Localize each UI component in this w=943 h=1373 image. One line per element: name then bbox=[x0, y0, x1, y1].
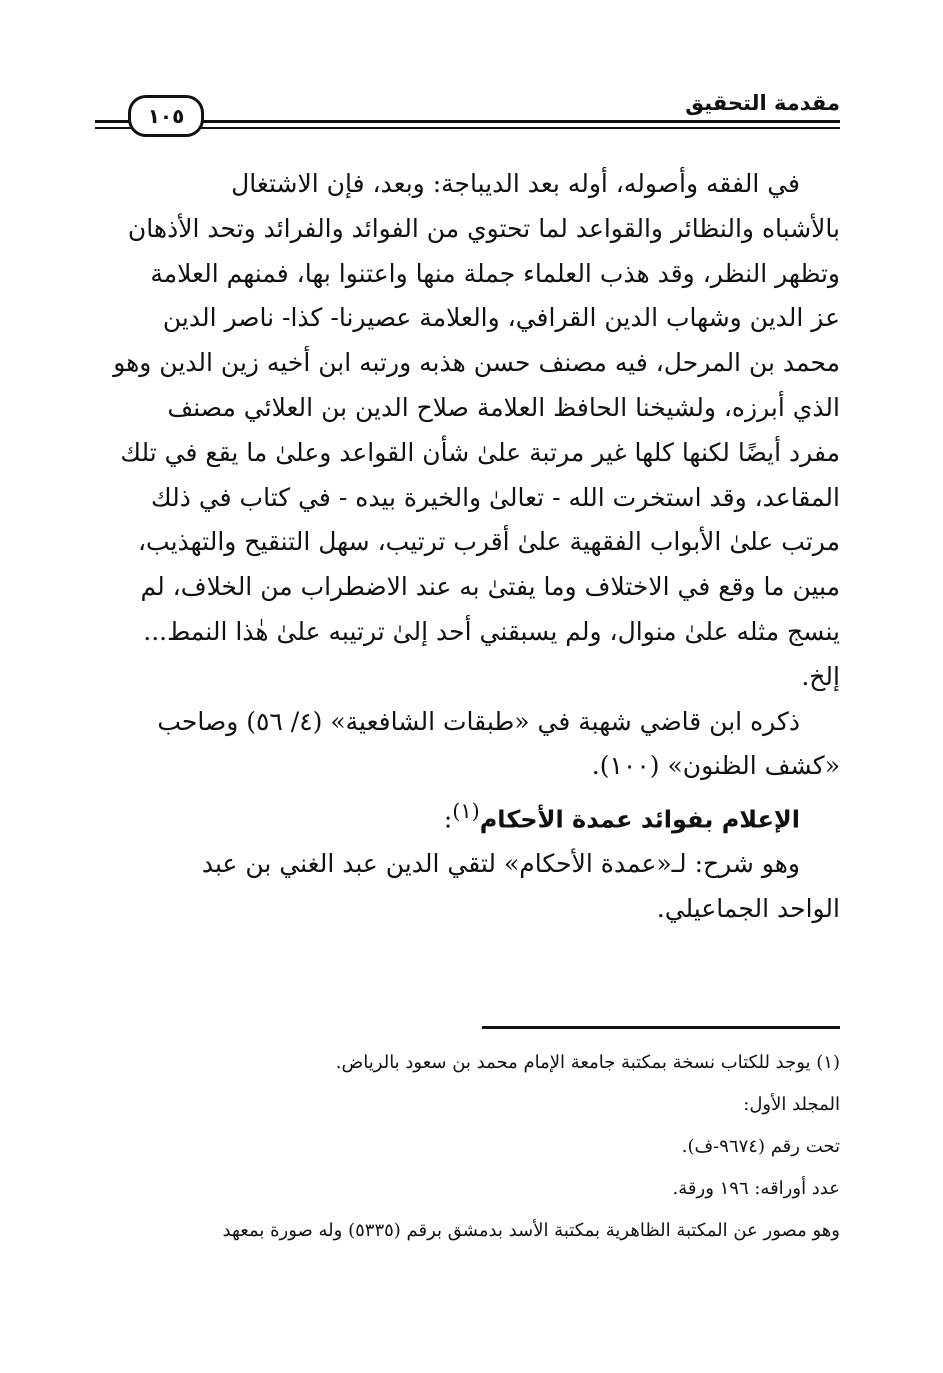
source-reference: ذكره ابن قاضي شهبة في «طبقات الشافعية» (٤/ ٥٦) وصاحب bbox=[157, 706, 800, 736]
page-header bbox=[95, 80, 840, 136]
text-line: محمد بن المرحل، فيه مصنف حسن هذبه ورتبه ابن أخيه زين الدين وهو bbox=[113, 348, 840, 378]
section-heading bbox=[95, 789, 840, 842]
text-line: مرتب علىٰ الأبواب الفقهية علىٰ أقرب ترتيب، سهل التنقيح والتهذيب، bbox=[137, 527, 840, 557]
footnote-ref[interactable]: (١) bbox=[452, 799, 480, 824]
description-line: وهو شرح: لـ«عمدة الأحكام» لتقي الدين عبد الغني بن عبد bbox=[201, 849, 800, 879]
body-text bbox=[95, 162, 840, 932]
footnote-line: (١) يوجد للكتاب نسخة بمكتبة جامعة الإمام محمد بن سعود بالرياض. bbox=[335, 1052, 840, 1073]
page-number: ١٠٥ bbox=[128, 95, 204, 137]
text-line: مفرد أيضًا لكنها كلها غير مرتبة علىٰ شأن القواعد وعلىٰ ما يقع في تلك bbox=[120, 437, 840, 467]
footnote-line: تحت رقم (٩٦٧٤-ف). bbox=[681, 1136, 840, 1157]
footnotes bbox=[95, 1042, 840, 1252]
source-reference-cont: «كشف الظنون» (١٠٠). bbox=[591, 751, 840, 781]
book-page bbox=[95, 80, 840, 1330]
text-line: بالأشباه والنظائر والقواعد لما تحتوي من الفوائد والفرائد وتحد الأذهان bbox=[127, 213, 840, 243]
footnote-line: عدد أوراقه: ١٩٦ ورقة. bbox=[672, 1178, 840, 1199]
text-line: في الفقه وأصوله، أوله بعد الديباجة: وبعد، فإن الاشتغال bbox=[231, 169, 800, 198]
running-title: مقدمة التحقيق bbox=[675, 88, 840, 118]
text-line: وتظهر النظر، وقد هذب العلماء جملة منها واعتنوا بها، فمنهم العلامة bbox=[150, 258, 840, 288]
text-line: ينسج مثله علىٰ منوال، ولم يسبقني أحد إلىٰ ترتيبه علىٰ هٰذا النمط... bbox=[143, 616, 840, 646]
description-line: الواحد الجماعيلي. bbox=[656, 894, 840, 924]
text-line: إلخ. bbox=[801, 661, 840, 691]
footnote-line: وهو مصور عن المكتبة الظاهرية بمكتبة الأسد بدمشق برقم (٥٣٣٥) وله صورة بمعهد bbox=[222, 1220, 840, 1241]
header-rule-thin bbox=[95, 127, 840, 129]
text-line: مبين ما وقع في الاختلاف وما يفتىٰ به عند الاضطراب من الخلاف، لم bbox=[140, 572, 840, 602]
text-line: عز الدين وشهاب الدين القرافي، والعلامة عصيرنا- كذا- ناصر الدين bbox=[162, 303, 840, 333]
heading-colon: : bbox=[443, 804, 453, 834]
heading-text: الإعلام بفوائد عمدة الأحكام bbox=[479, 805, 800, 834]
text-line: الذي أبرزه، ولشيخنا الحافظ العلامة صلاح الدين بن العلائي مصنف bbox=[167, 392, 840, 422]
footnote-line: المجلد الأول: bbox=[743, 1094, 840, 1115]
header-rule bbox=[95, 120, 840, 123]
footnote-divider bbox=[482, 1026, 840, 1029]
text-line: المقاعد، وقد استخرت الله - تعالىٰ والخيرة بيده - في كتاب في ذلك bbox=[151, 482, 840, 512]
